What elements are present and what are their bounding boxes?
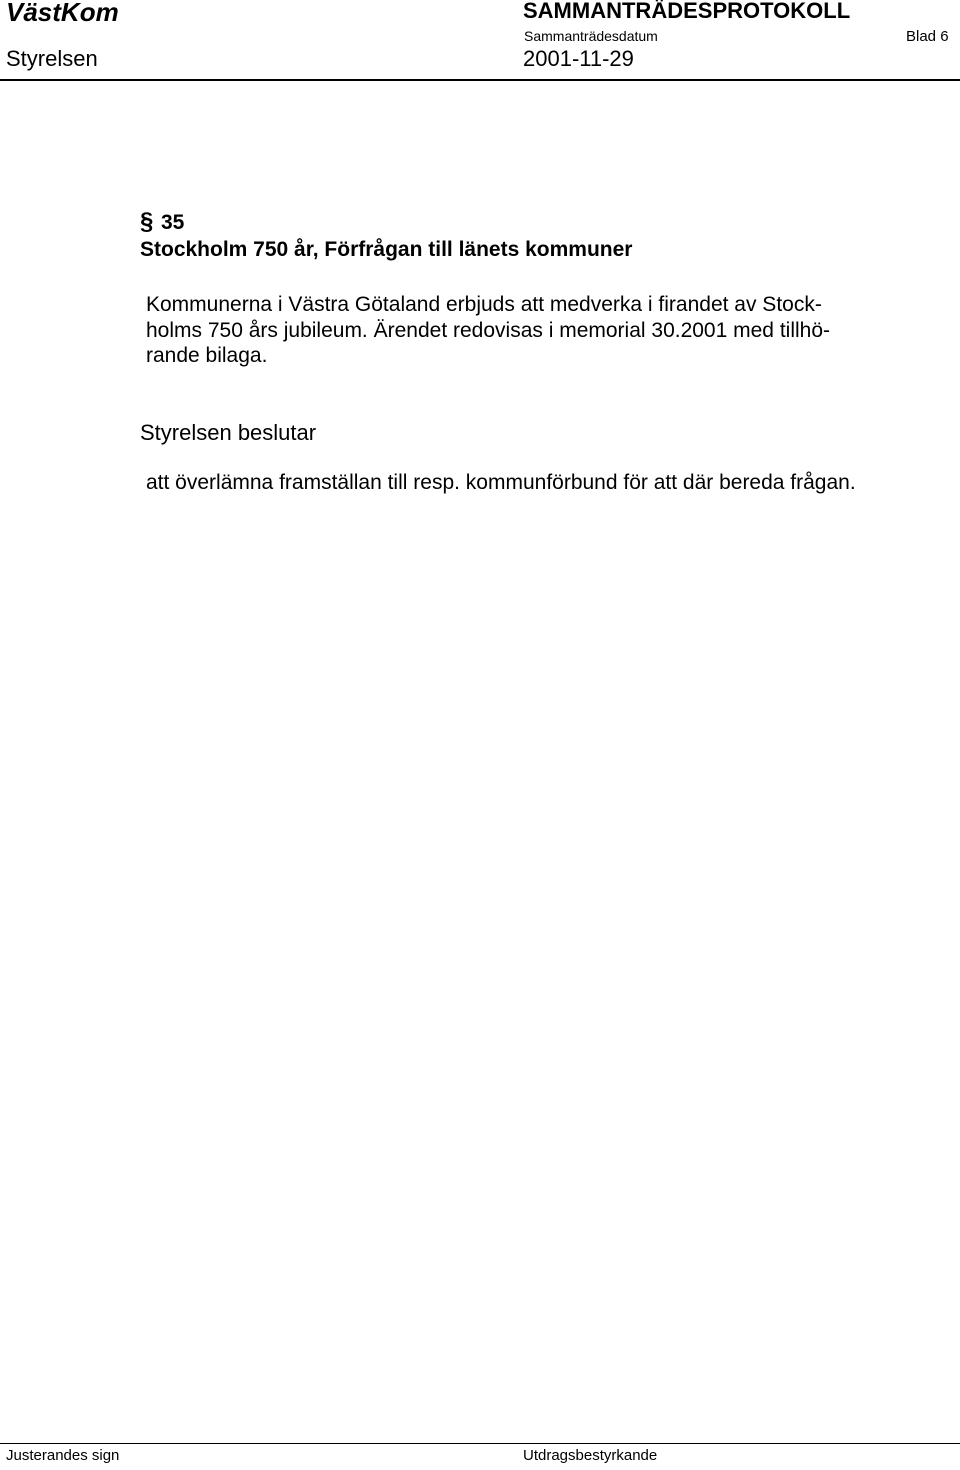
meeting-date-label: Sammanträdesdatum — [524, 28, 658, 44]
decision-text: att överlämna framställan till resp. kommunförbund för att där bereda frågan. — [146, 471, 856, 494]
body-line: holms 750 års jubileum. Ärendet redovisas i memorial 30.2001 med tillhö- — [146, 318, 830, 342]
header-divider — [0, 79, 960, 81]
body-line: rande bilaga. — [146, 344, 268, 367]
meeting-date: 2001-11-29 — [523, 46, 634, 71]
body-line: Kommunerna i Västra Götaland erbjuds att medverka i firandet av Stock- — [146, 293, 822, 316]
document-type: SAMMANTRÄDESPROTOKOLL — [523, 0, 851, 23]
item-title: Stockholm 750 år, Förfrågan till länets kommuner — [140, 238, 633, 261]
sheet-number: Blad 6 — [906, 28, 949, 45]
governing-body: Styrelsen — [6, 46, 98, 71]
organization-name: VästKom — [6, 0, 119, 27]
certification-label: Utdragsbestyrkande — [523, 1447, 658, 1464]
paragraph-symbol: § — [140, 208, 154, 235]
item-number: 35 — [161, 211, 185, 234]
footer-divider — [0, 1443, 960, 1444]
decision-heading: Styrelsen beslutar — [140, 420, 317, 445]
signature-label: Justerandes sign — [6, 1447, 120, 1464]
item-body — [146, 292, 946, 369]
